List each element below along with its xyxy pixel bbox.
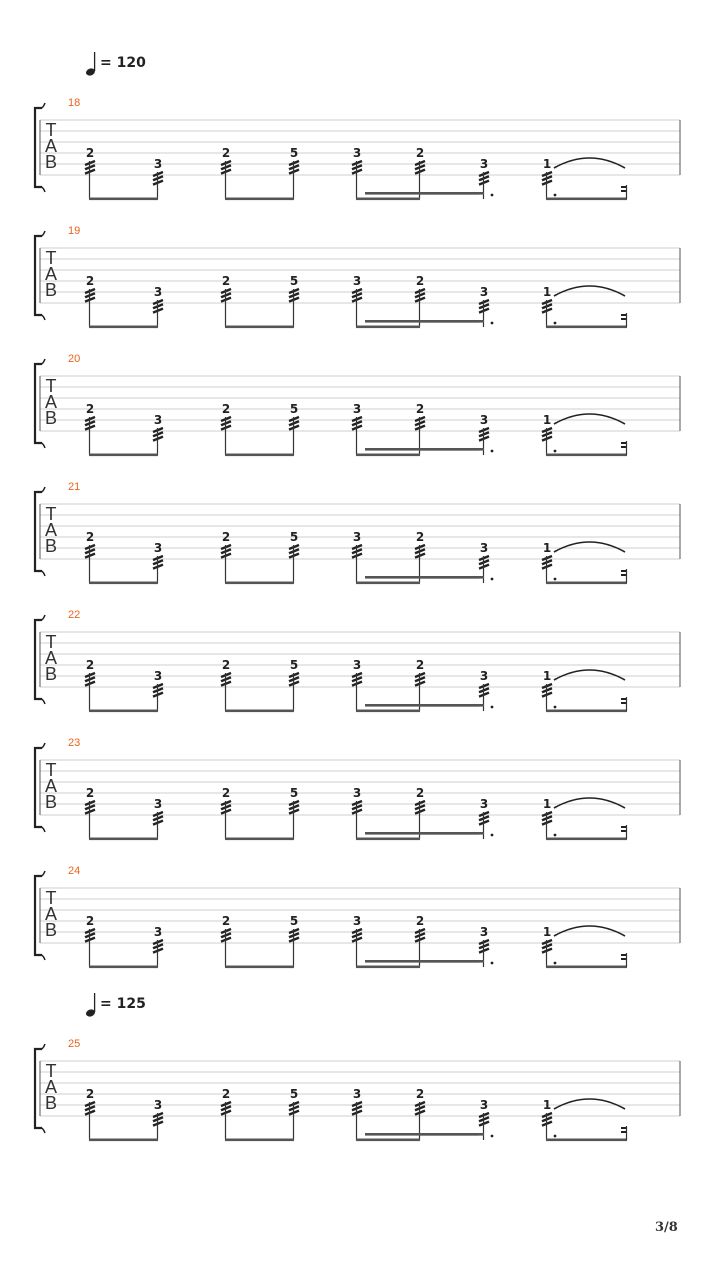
- fret-number: 3: [352, 402, 362, 416]
- tempo-marking: [85, 52, 146, 77]
- tab-system: [35, 225, 680, 328]
- bracket-hook: [42, 827, 45, 832]
- fret-number: 2: [415, 146, 425, 160]
- tie-arc: [554, 926, 625, 936]
- beam: [419, 448, 484, 451]
- beam: [89, 1139, 158, 1142]
- bar-number: 25: [68, 1038, 81, 1050]
- tab-clef-letter: A: [44, 1077, 58, 1097]
- beam: [356, 454, 420, 457]
- augmentation-dot: [491, 194, 494, 197]
- page-number: 3/8: [655, 1220, 678, 1235]
- tab-clef-letter: B: [44, 1093, 58, 1113]
- fret-number: 2: [85, 1087, 95, 1101]
- augmentation-dot: [554, 962, 557, 965]
- augmentation-dot: [491, 962, 494, 965]
- tab-clef-letter: A: [44, 136, 58, 156]
- tab-clef-letter: B: [44, 792, 58, 812]
- beam: [419, 960, 484, 963]
- tab-system: [35, 737, 680, 840]
- bracket-hook: [42, 1128, 45, 1133]
- fret-number: 2: [85, 914, 95, 928]
- beam: [356, 326, 420, 329]
- fret-number: 3: [153, 669, 163, 683]
- fret-number: 3: [352, 146, 362, 160]
- beam: [356, 1139, 420, 1142]
- beam: [356, 582, 420, 585]
- fret-number: 3: [352, 786, 362, 800]
- bracket-hook: [42, 743, 45, 748]
- fret-number: 2: [221, 914, 231, 928]
- fret-number: 2: [85, 786, 95, 800]
- fret-number: 2: [415, 914, 425, 928]
- tab-clef-letter: T: [45, 760, 57, 780]
- tab-system: [35, 97, 680, 200]
- tab-clef-letter: B: [44, 280, 58, 300]
- augmentation-dot: [491, 706, 494, 709]
- tab-clef-letter: T: [45, 120, 57, 140]
- beam: [419, 320, 484, 323]
- fret-number: 1: [542, 541, 552, 555]
- tie-arc: [554, 1099, 625, 1109]
- beam: [225, 710, 294, 713]
- beam: [546, 966, 627, 969]
- tempo-value: = 120: [100, 55, 146, 71]
- bracket-hook: [42, 231, 45, 236]
- bracket-hook: [42, 103, 45, 108]
- beam: [546, 710, 627, 713]
- fret-number: 5: [289, 146, 299, 160]
- augmentation-dot: [491, 322, 494, 325]
- fret-number: 2: [415, 402, 425, 416]
- tab-clef-letter: A: [44, 264, 58, 284]
- tab-clef-letter: B: [44, 664, 58, 684]
- fret-number: 2: [221, 274, 231, 288]
- tab-clef-letter: T: [45, 504, 57, 524]
- fret-number: 2: [85, 146, 95, 160]
- tab-clef-letter: T: [45, 632, 57, 652]
- beam: [356, 198, 420, 201]
- bracket-hook: [42, 443, 45, 448]
- beam: [356, 966, 420, 969]
- bracket-hook: [42, 359, 45, 364]
- fret-number: 2: [415, 530, 425, 544]
- augmentation-dot: [554, 194, 557, 197]
- fret-number: 2: [415, 658, 425, 672]
- tie-arc: [554, 798, 625, 808]
- fret-number: 2: [221, 146, 231, 160]
- augmentation-dot: [491, 450, 494, 453]
- tab-system: [35, 609, 680, 712]
- beam: [356, 710, 420, 713]
- beam: [419, 832, 484, 835]
- bar-number: 19: [68, 225, 81, 237]
- beam: [546, 838, 627, 841]
- beam: [546, 198, 627, 201]
- augmentation-dot: [554, 322, 557, 325]
- fret-number: 3: [153, 157, 163, 171]
- fret-number: 5: [289, 786, 299, 800]
- tab-clef-letter: T: [45, 376, 57, 396]
- tab-clef-letter: T: [45, 1061, 57, 1081]
- bar-number: 18: [68, 97, 81, 109]
- fret-number: 3: [153, 1098, 163, 1112]
- beam: [419, 576, 484, 579]
- beam: [225, 454, 294, 457]
- beam: [356, 838, 420, 841]
- bar-number: 20: [68, 353, 81, 365]
- fret-number: 3: [352, 530, 362, 544]
- tab-clef-letter: A: [44, 648, 58, 668]
- fret-number: 3: [479, 1098, 489, 1112]
- fret-number: 3: [352, 914, 362, 928]
- fret-number: 1: [542, 413, 552, 427]
- beam: [225, 326, 294, 329]
- fret-number: 1: [542, 669, 552, 683]
- fret-number: 2: [221, 658, 231, 672]
- tab-clef-letter: B: [44, 408, 58, 428]
- bar-number: 23: [68, 737, 81, 749]
- fret-number: 3: [352, 274, 362, 288]
- fret-number: 5: [289, 914, 299, 928]
- beam: [419, 192, 484, 195]
- augmentation-dot: [554, 834, 557, 837]
- tie-arc: [554, 286, 625, 296]
- bracket-hook: [42, 1044, 45, 1049]
- tie-arc: [554, 158, 625, 168]
- beam: [225, 966, 294, 969]
- augmentation-dot: [554, 706, 557, 709]
- bracket-hook: [42, 487, 45, 492]
- tab-clef-letter: B: [44, 536, 58, 556]
- tie-arc: [554, 542, 625, 552]
- tab-system: [35, 353, 680, 456]
- fret-number: 3: [479, 157, 489, 171]
- fret-number: 2: [415, 786, 425, 800]
- fret-number: 2: [85, 402, 95, 416]
- beam: [89, 966, 158, 969]
- bracket-hook: [42, 315, 45, 320]
- fret-number: 3: [479, 797, 489, 811]
- augmentation-dot: [491, 834, 494, 837]
- beam: [89, 198, 158, 201]
- tab-clef-letter: B: [44, 152, 58, 172]
- bracket-hook: [42, 871, 45, 876]
- fret-number: 2: [85, 530, 95, 544]
- tab-clef-letter: A: [44, 904, 58, 924]
- beam: [546, 1139, 627, 1142]
- beam: [89, 838, 158, 841]
- fret-number: 5: [289, 1087, 299, 1101]
- beam: [419, 704, 484, 707]
- fret-number: 2: [221, 530, 231, 544]
- beam: [546, 454, 627, 457]
- tempo-marking: [85, 993, 146, 1018]
- beam: [89, 326, 158, 329]
- beam: [89, 582, 158, 585]
- fret-number: 2: [85, 658, 95, 672]
- beam: [225, 1139, 294, 1142]
- beam: [225, 198, 294, 201]
- beam: [419, 1133, 484, 1136]
- fret-number: 5: [289, 402, 299, 416]
- fret-number: 2: [221, 786, 231, 800]
- fret-number: 2: [415, 274, 425, 288]
- bar-number: 22: [68, 609, 81, 621]
- augmentation-dot: [491, 1135, 494, 1138]
- fret-number: 1: [542, 285, 552, 299]
- tab-clef-letter: T: [45, 888, 57, 908]
- augmentation-dot: [554, 450, 557, 453]
- bracket-hook: [42, 615, 45, 620]
- beam: [546, 326, 627, 329]
- bar-number: 24: [68, 865, 81, 877]
- fret-number: 3: [479, 285, 489, 299]
- bar-number: 21: [68, 481, 81, 493]
- bracket-hook: [42, 699, 45, 704]
- beam: [89, 710, 158, 713]
- bracket-hook: [42, 187, 45, 192]
- fret-number: 1: [542, 1098, 552, 1112]
- fret-number: 3: [479, 669, 489, 683]
- tab-system: [35, 1038, 680, 1141]
- fret-number: 2: [221, 402, 231, 416]
- augmentation-dot: [554, 1135, 557, 1138]
- tab-clef-letter: B: [44, 920, 58, 940]
- fret-number: 3: [479, 925, 489, 939]
- bracket-hook: [42, 571, 45, 576]
- fret-number: 2: [415, 1087, 425, 1101]
- beam: [225, 838, 294, 841]
- tie-arc: [554, 670, 625, 680]
- bracket-hook: [42, 955, 45, 960]
- fret-number: 1: [542, 925, 552, 939]
- beam: [89, 454, 158, 457]
- fret-number: 3: [479, 413, 489, 427]
- augmentation-dot: [491, 578, 494, 581]
- fret-number: 5: [289, 530, 299, 544]
- fret-number: 5: [289, 274, 299, 288]
- fret-number: 5: [289, 658, 299, 672]
- tab-clef-letter: T: [45, 248, 57, 268]
- fret-number: 3: [153, 797, 163, 811]
- fret-number: 1: [542, 157, 552, 171]
- tab-system: [35, 481, 680, 584]
- fret-number: 3: [352, 658, 362, 672]
- tab-clef-letter: A: [44, 776, 58, 796]
- tempo-value: = 125: [100, 996, 146, 1012]
- fret-number: 2: [85, 274, 95, 288]
- tab-clef-letter: A: [44, 520, 58, 540]
- tab-system: [35, 865, 680, 968]
- tie-arc: [554, 414, 625, 424]
- augmentation-dot: [554, 578, 557, 581]
- fret-number: 3: [153, 413, 163, 427]
- fret-number: 3: [352, 1087, 362, 1101]
- fret-number: 3: [153, 541, 163, 555]
- tab-clef-letter: A: [44, 392, 58, 412]
- fret-number: 3: [479, 541, 489, 555]
- fret-number: 3: [153, 285, 163, 299]
- beam: [225, 582, 294, 585]
- fret-number: 2: [221, 1087, 231, 1101]
- beam: [546, 582, 627, 585]
- fret-number: 3: [153, 925, 163, 939]
- fret-number: 1: [542, 797, 552, 811]
